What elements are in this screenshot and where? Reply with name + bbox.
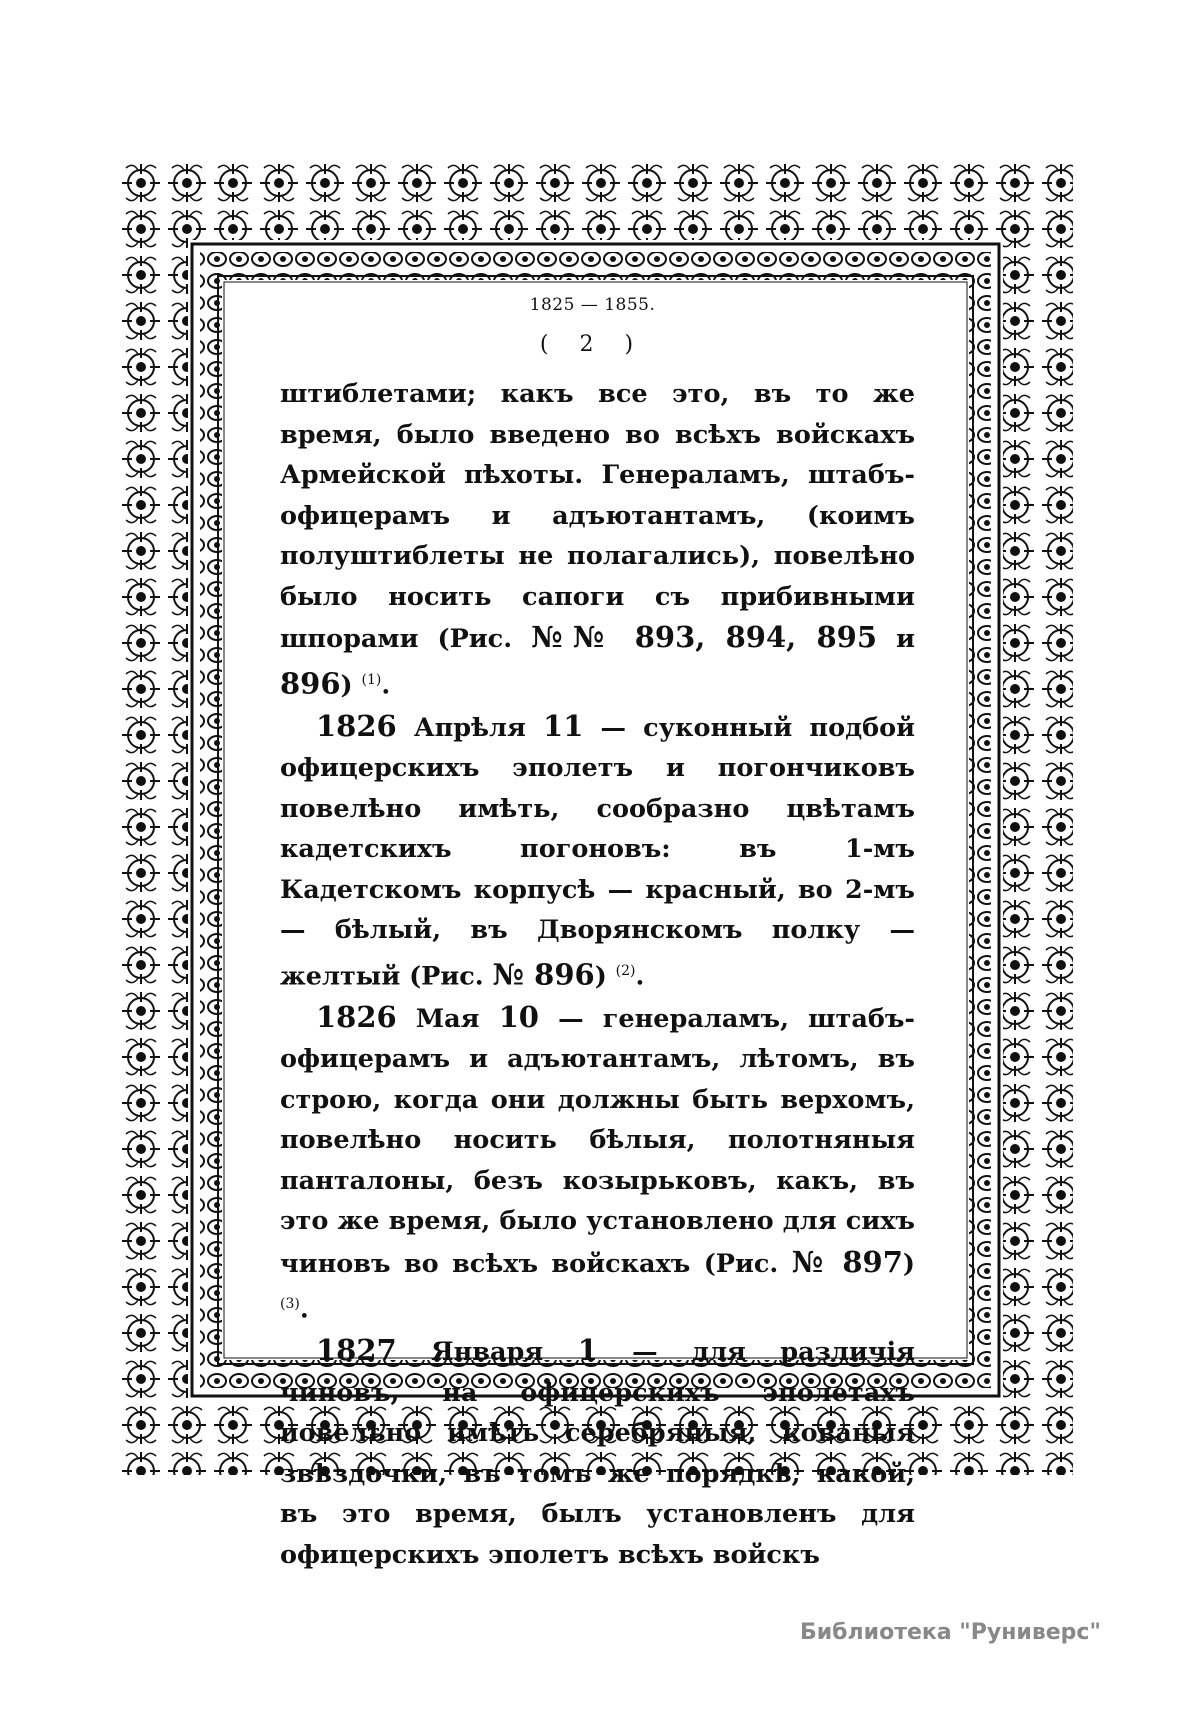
paragraph: 1827 Января 1 — для различія чиновъ, на офицерскихъ эполетахъ повелѣно имѣть серебряныя, кованыя звѣздочки, въ томъ же порядкѣ, какой, въ это время, былъ установленъ для офицерскихъ эполетъ всѣхъ войскъ bbox=[280, 1333, 916, 1570]
header-years: 1825 — 1855. bbox=[529, 295, 656, 315]
running-header bbox=[230, 290, 955, 320]
footnote-mark: (3) bbox=[280, 1296, 300, 1312]
footnote-mark: (2) bbox=[615, 962, 636, 979]
paragraph: 1826 Мая 10 — генераламъ, штабъ-офицерамъ и адъютантамъ, лѣтомъ, въ строю, когда они должны быть верхомъ, повелѣно носить бѣлыя, полотняныя панталоны, безъ козырьковъ, какъ, въ это же время, было установлено для сихъ чиновъ во всѣхъ войскахъ (Рис. № 897) $^{(3)}$. bbox=[280, 999, 916, 1325]
text-body bbox=[280, 374, 915, 1575]
paragraph: 1826 Апрѣля 11 — суконный подбой офицерскихъ эполетъ и погончиковъ повелѣно имѣть, сообразно цвѣтамъ кадетскихъ погоновъ: въ 1-мъ Кадетскомъ корпусѣ — красный, во 2-мъ — бѣлый, въ Дворянскомъ полку — желтый (Рис. № 896) $^{(2)}$. bbox=[280, 708, 915, 991]
page-content bbox=[230, 290, 955, 1570]
page-number: ( 2 ) bbox=[539, 332, 646, 357]
library-watermark: Библиотека "Руниверс" bbox=[800, 1620, 1101, 1645]
footnote-mark: (1) bbox=[361, 671, 382, 688]
paragraph: штиблетами; какъ все это, въ то же время, было введено во всѣхъ войскахъ Армейской пѣхоты. Генераламъ, штабъ-офицерамъ и адъютантамъ, (коимъ полуштиблеты не полагались), повелѣно было носить сапоги съ прибивными шпорами (Рис. №№ 893, 894, 895 и 896) $^{(1)}$. bbox=[280, 379, 915, 700]
